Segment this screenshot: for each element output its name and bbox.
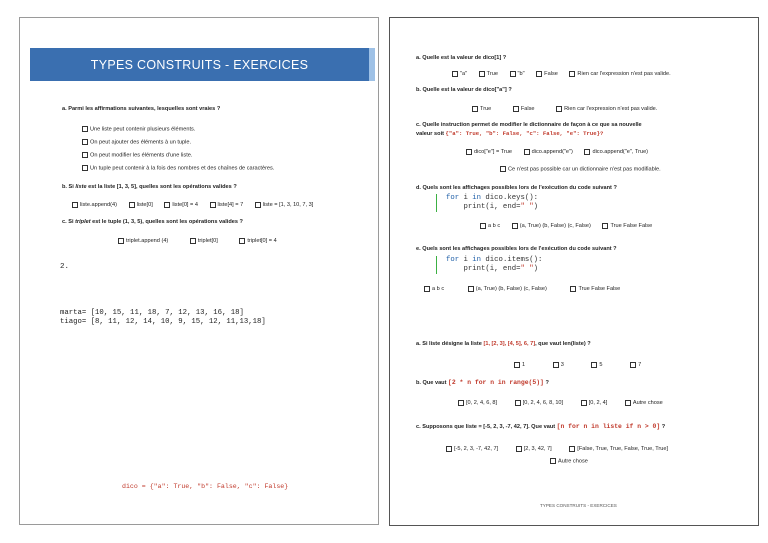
options-list-a — [514, 362, 641, 369]
question-c: c. Si triplet est le tuple (1, 3, 5), quelles sont les opérations valides ? — [62, 219, 243, 225]
option-dico-a-2[interactable]: True — [479, 71, 498, 77]
option-dico-c-4[interactable]: Ce n'est pas possible car un dictionnaire n'est pas modifiable. — [500, 166, 661, 173]
code-tiago: tiago= [8, 11, 12, 14, 10, 9, 15, 12, 11,13,18] — [60, 318, 266, 326]
option-list-c-4[interactable]: Autre chose — [550, 458, 588, 465]
option-dico-a-3[interactable]: "b" — [510, 71, 525, 77]
option-dico-d-3[interactable]: True False False — [602, 223, 652, 229]
option-list-b-3[interactable]: [0, 2, 4] — [581, 400, 608, 406]
option-b-4[interactable]: liste[4] = 7 — [210, 202, 244, 208]
option-list-b-2[interactable]: [0, 2, 4, 6, 8, 10] — [515, 400, 563, 406]
dico-definition: dico = {"a": True, "b": False, "c": False} — [122, 483, 289, 490]
option-list-c-2[interactable]: [2, 3, 42, 7] — [516, 446, 552, 452]
options-dico-b — [472, 106, 657, 113]
question-a: a. Parmi les affirmations suivantes, lesquelles sont vraies ? — [62, 106, 221, 112]
question-dico-c-line1: c. Quelle instruction permet de modifier le dictionnaire de façon à ce que sa nouvelle — [416, 122, 642, 128]
page-footer: TYPES CONSTRUITS - EXERCICES — [540, 503, 617, 508]
code-block-items: for i in dico.items(): print(i, end=" ") — [436, 256, 542, 274]
option-dico-b-1[interactable]: True — [472, 106, 491, 112]
question-b: b. Si liste est la liste [1, 3, 5], quelles sont les opérations valides ? — [62, 184, 237, 190]
question-list-c: c. Supposons que liste = [-5, 2, 3, -7, 42, 7]. Que vaut [n for n in liste if n > 0] ? — [416, 423, 666, 430]
option-list-a-4[interactable]: 7 — [630, 362, 641, 368]
option-a-2[interactable]: On peut ajouter des éléments à un tuple. — [82, 139, 191, 146]
option-b-1[interactable]: liste.append(4) — [72, 202, 117, 208]
option-b-2[interactable]: liste[0] — [129, 202, 153, 208]
option-list-a-1[interactable]: 1 — [514, 362, 525, 368]
page-title: TYPES CONSTRUITS - EXERCICES — [90, 57, 309, 72]
options-b — [72, 202, 313, 209]
option-dico-a-4[interactable]: False — [536, 71, 558, 77]
option-dico-b-2[interactable]: False — [513, 106, 535, 112]
option-dico-d-2[interactable]: (a, True) (b, False) (c, False) — [512, 223, 591, 229]
question-dico-a: a. Quelle est la valeur de dico[1] ? — [416, 55, 507, 61]
option-list-a-2[interactable]: 3 — [553, 362, 564, 368]
page-title-banner — [30, 48, 375, 81]
option-list-a-3[interactable]: 5 — [591, 362, 602, 368]
option-list-b-1[interactable]: [0, 2, 4, 6, 8] — [458, 400, 497, 406]
question-dico-b: b. Quelle est la valeur de dico["a"] ? — [416, 87, 512, 93]
checkbox[interactable] — [82, 152, 88, 158]
code-marta: marta= [10, 15, 11, 18, 7, 12, 13, 16, 18] — [60, 309, 244, 317]
option-b-3[interactable]: liste[0] = 4 — [164, 202, 198, 208]
options-dico-a — [452, 71, 671, 78]
question-list-a: a. Si liste désigne la liste [1, [2, 3], [4, 5], 6, 7], que vaut len(liste) ? — [416, 341, 591, 347]
exercise-number: 2. — [60, 263, 70, 271]
right-page — [389, 17, 759, 526]
options-list-b — [458, 400, 663, 407]
code-block-keys: for i in dico.keys(): print(i, end=" ") — [436, 194, 538, 212]
question-dico-e: e. Quels sont les affichages possibles lors de l'exécution du code suivant ? — [416, 246, 617, 252]
checkbox[interactable] — [82, 126, 88, 132]
option-a-1[interactable]: Une liste peut contenir plusieurs éléments. — [82, 126, 195, 133]
option-dico-a-5[interactable]: Rien car l'expression n'est pas valide. — [569, 71, 670, 77]
option-c-1[interactable]: triplet.append (4) — [118, 238, 168, 244]
option-dico-b-3[interactable]: Rien car l'expression n'est pas valide. — [556, 106, 657, 112]
option-dico-c-1[interactable]: dico["e"] = True — [466, 149, 512, 155]
option-dico-e-1[interactable]: a b c — [424, 286, 444, 292]
option-dico-e-2[interactable]: (a, True) (b, False) (c, False) — [468, 286, 547, 292]
option-list-c-1[interactable]: [-5, 2, 3, -7, 42, 7] — [446, 446, 498, 452]
option-list-c-3[interactable]: [False, True, True, False, True, True] — [569, 446, 668, 452]
option-a-3[interactable]: On peut modifier les éléments d'une liste. — [82, 152, 192, 159]
options-dico-d — [480, 223, 652, 230]
options-c — [118, 238, 277, 245]
checkbox[interactable] — [82, 165, 88, 171]
option-c-3[interactable]: triplet[0] = 4 — [239, 238, 276, 244]
option-dico-e-3[interactable]: True False False — [570, 286, 620, 292]
option-list-b-4[interactable]: Autre chose — [625, 400, 663, 406]
option-dico-c-2[interactable]: dico.append("e") — [524, 149, 573, 155]
question-list-b: b. Que vaut [2 * n for n in range(5)] ? — [416, 379, 549, 386]
checkbox[interactable] — [82, 139, 88, 145]
option-dico-d-1[interactable]: a b c — [480, 223, 500, 229]
question-dico-d: d. Quels sont les affichages possibles lors de l'exécution du code suivant ? — [416, 185, 617, 191]
option-dico-a-1[interactable]: "a" — [452, 71, 467, 77]
question-dico-c-line2: valeur soit {"a": True, "b": False, "c": False, "e": True}? — [416, 130, 604, 137]
option-c-2[interactable]: triplet[0] — [190, 238, 218, 244]
option-dico-c-3[interactable]: dico.append("e", True) — [584, 149, 648, 155]
left-page — [19, 17, 379, 525]
options-list-c — [446, 446, 668, 453]
option-b-5[interactable]: liste = [1, 3, 10, 7, 3] — [255, 202, 314, 208]
options-dico-c — [466, 149, 648, 156]
option-a-4[interactable]: Un tuple peut contenir à la fois des nombres et des chaînes de caractères. — [82, 165, 274, 172]
options-dico-e — [424, 286, 620, 293]
